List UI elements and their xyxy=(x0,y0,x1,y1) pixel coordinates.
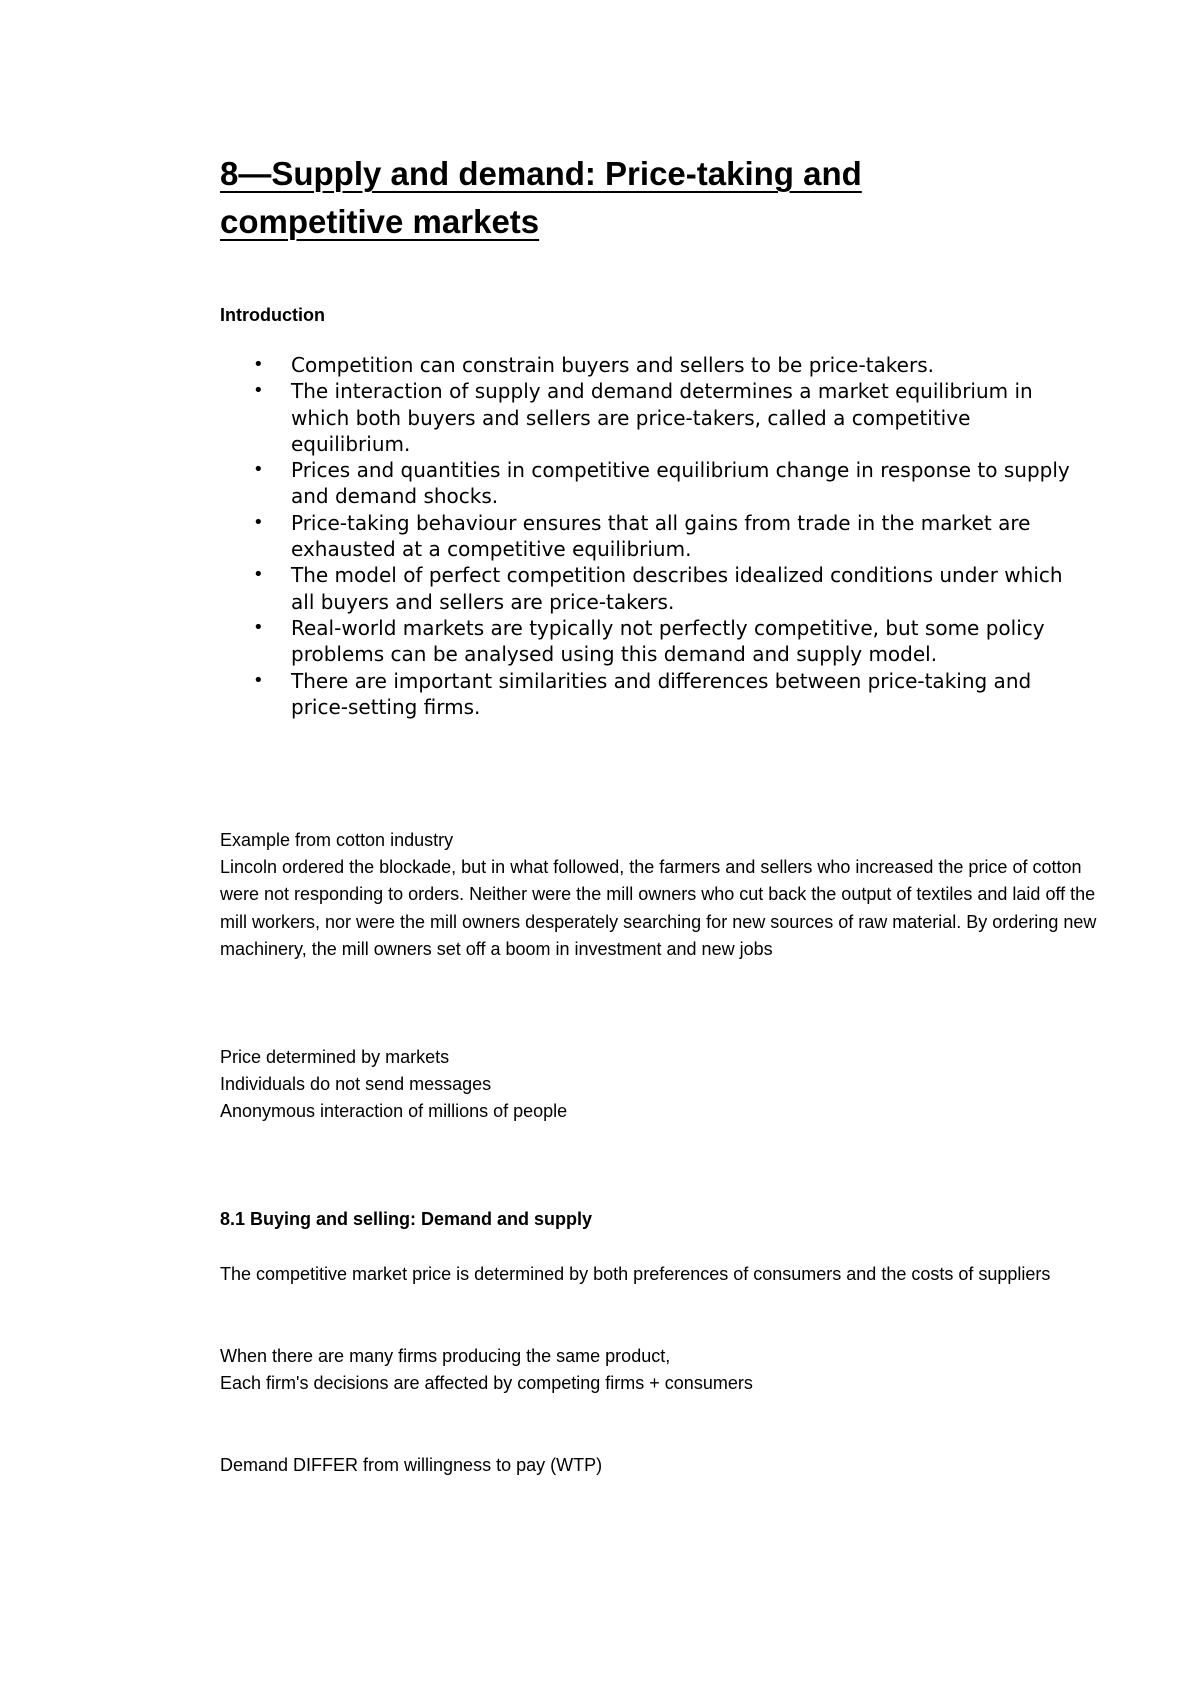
firms-note xyxy=(220,1343,1100,1397)
example-heading: Example from cotton industry xyxy=(220,830,454,850)
price-notes xyxy=(220,1044,1100,1126)
list-item xyxy=(220,615,1090,668)
bullet-icon: • xyxy=(253,380,264,402)
bullet-text: Competition can constrain buyers and sellers to be price-takers. xyxy=(291,353,934,377)
price-note: Price determined by markets xyxy=(220,1047,450,1067)
price-note: Individuals do not send messages xyxy=(220,1074,492,1095)
bullet-icon: • xyxy=(253,669,264,691)
demand-note: Demand DIFFER from willingness to pay (WTP) xyxy=(220,1455,603,1475)
firms-line: When there are many firms producing the same product, xyxy=(220,1346,671,1366)
bullet-icon: • xyxy=(253,616,264,638)
bullet-icon: • xyxy=(253,564,264,586)
title-line-2: competitive markets xyxy=(220,203,540,240)
bullet-icon: • xyxy=(253,459,264,481)
list-item xyxy=(220,457,1090,510)
list-item xyxy=(220,510,1090,563)
example-paragraph: Lincoln ordered the blockade, but in what followed, the farmers and sellers who increased the price of cotton were not responding to orders. Neither were the mill owners who cut back the output of textiles and laid off the mill workers, nor were the mill owners desperately searching for new sources of raw material. By ordering new machinery, the mill owners set off a boom in investment and new jobs xyxy=(220,857,1097,959)
bullet-text: There are important similarities and differences between price-taking and price-setting firms. xyxy=(291,668,1032,719)
bullet-text: The interaction of supply and demand determines a market equilibrium in which both buyers and sellers are price-takers, called a competitive equilibrium. xyxy=(291,379,1033,456)
list-item xyxy=(220,562,1090,615)
introduction-heading: Introduction xyxy=(220,305,325,325)
firms-line: Each firm's decisions are affected by competing firms + consumers xyxy=(220,1373,753,1394)
bullet-text: The model of perfect competition describes idealized conditions under which all buyers and sellers are price-takers. xyxy=(291,563,1063,614)
list-item xyxy=(220,378,1090,457)
bullet-icon: • xyxy=(253,511,264,533)
introduction-bullet-list xyxy=(220,352,1090,720)
list-item xyxy=(220,352,1090,378)
list-item xyxy=(220,668,1090,721)
cotton-example xyxy=(220,827,1100,963)
bullet-icon: • xyxy=(253,354,264,375)
title-line-1: 8—Supply and demand: Price-taking and xyxy=(220,155,862,192)
bullet-text: Real-world markets are typically not perfectly competitive, but some policy problems can be analysed using this demand and supply model. xyxy=(291,615,1045,667)
bullet-text: Price-taking behaviour ensures that all gains from trade in the market are exhausted at a competitive equilibrium. xyxy=(291,510,1031,562)
bullet-text: Prices and quantities in competitive equilibrium change in response to supply and demand shocks. xyxy=(291,458,1070,509)
section-heading: 8.1 Buying and selling: Demand and supply xyxy=(220,1209,593,1229)
section-paragraph: The competitive market price is determined by both preferences of consumers and the costs of suppliers xyxy=(220,1264,1051,1284)
price-note: Anonymous interaction of millions of people xyxy=(220,1101,568,1122)
page-title xyxy=(220,150,980,246)
